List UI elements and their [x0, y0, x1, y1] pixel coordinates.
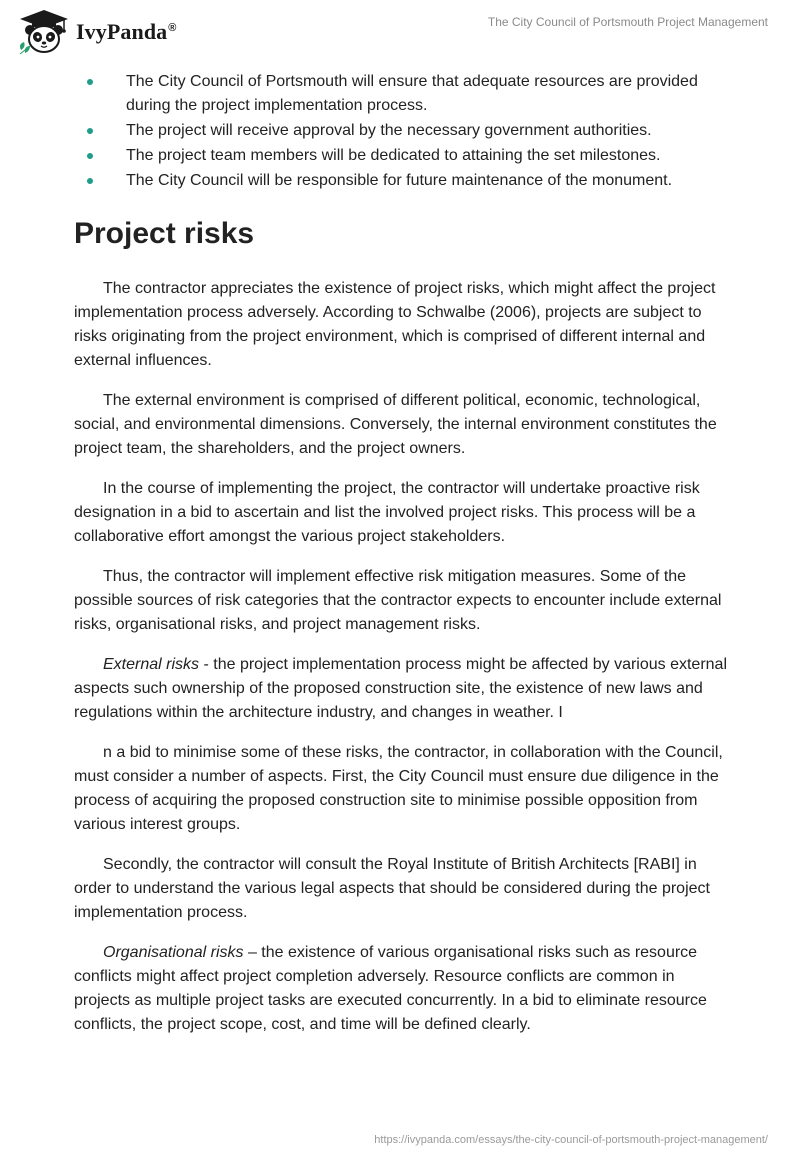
section-heading: Project risks [74, 217, 255, 250]
paragraph [74, 941, 734, 1037]
paragraph-lead-italic: Organisational risks [103, 944, 244, 961]
list-item [74, 169, 734, 193]
registered-mark: ® [168, 21, 177, 34]
bullet-icon [87, 79, 93, 85]
paragraph [74, 477, 734, 549]
list-item-text: The City Council of Portsmouth will ensure that adequate resources are provided during the project implementation process. [126, 73, 698, 114]
panda-logo-icon [16, 8, 72, 56]
bullet-icon [87, 128, 93, 134]
list-item-text: The project will receive approval by the necessary government authorities. [126, 122, 652, 139]
paragraph-text: – the existence of various organisational risks such as resource conflicts might affect project completion adversely. Resource conflicts are common in projects as multiple project tasks are executed concurrently. In a bid to eliminate resource conflicts, the project scope, cost, and time will be defined clearly. [74, 944, 707, 1033]
paragraph [74, 565, 734, 637]
list-item [74, 144, 734, 168]
article-content [74, 70, 734, 1053]
paragraph-text: The external environment is comprised of different political, economic, technological, social, and environmental dimensions. Conversely, the internal environment constitutes the project team, the shareholders, and the project owners. [74, 392, 717, 457]
document-title: The City Council of Portsmouth Project Management [487, 15, 768, 29]
paragraph-lead-italic: External risks [103, 656, 200, 673]
page-header [0, 0, 800, 60]
ivypanda-logo[interactable] [16, 8, 177, 56]
assumptions-list [74, 70, 734, 193]
paragraph [74, 653, 734, 725]
paragraph-text: - the project implementation process might be affected by various external aspects such ownership of the proposed construction site, the existence of new laws and regulations within the architecture industry, and changes in weather. I [74, 656, 728, 721]
bullet-icon [87, 153, 93, 159]
paragraph [74, 277, 734, 373]
paragraph [74, 853, 734, 925]
list-item [74, 70, 734, 118]
paragraph-text: n a bid to minimise some of these risks, the contractor, in collaboration with the Council, must consider a number of aspects. First, the City Council must ensure due diligence in the process of acquiring the proposed construction site to minimise possible opposition from various interest groups. [74, 744, 723, 833]
paragraph-text: The contractor appreciates the existence of project risks, which might affect the project implementation process adversely. According to Schwalbe (2006), projects are subject to risks originating from the project environment, which is comprised of different internal and external influences. [74, 280, 716, 369]
paragraph-text: Secondly, the contractor will consult the Royal Institute of British Architects [RABI] in order to understand the various legal aspects that should be considered during the project implementation process. [74, 856, 710, 921]
bullet-icon [87, 178, 93, 184]
list-item-text: The project team members will be dedicated to attaining the set milestones. [126, 147, 661, 164]
paragraph [74, 389, 734, 461]
paragraph [74, 741, 734, 837]
paragraph-text: Thus, the contractor will implement effective risk mitigation measures. Some of the possible sources of risk categories that the contractor expects to encounter include external risks, organisational risks, and project management risks. [74, 568, 722, 633]
list-item [74, 119, 734, 143]
list-item-text: The City Council will be responsible for future maintenance of the monument. [126, 172, 673, 189]
source-url-link[interactable]: https://ivypanda.com/essays/the-city-council-of-portsmouth-project-management/ [374, 1134, 768, 1146]
logo-wordmark: IvyPanda® [76, 19, 177, 44]
paragraph-text: In the course of implementing the project, the contractor will undertake proactive risk designation in a bid to ascertain and list the involved project risks. This process will be a collaborative effort amongst the various project stakeholders. [74, 480, 700, 545]
